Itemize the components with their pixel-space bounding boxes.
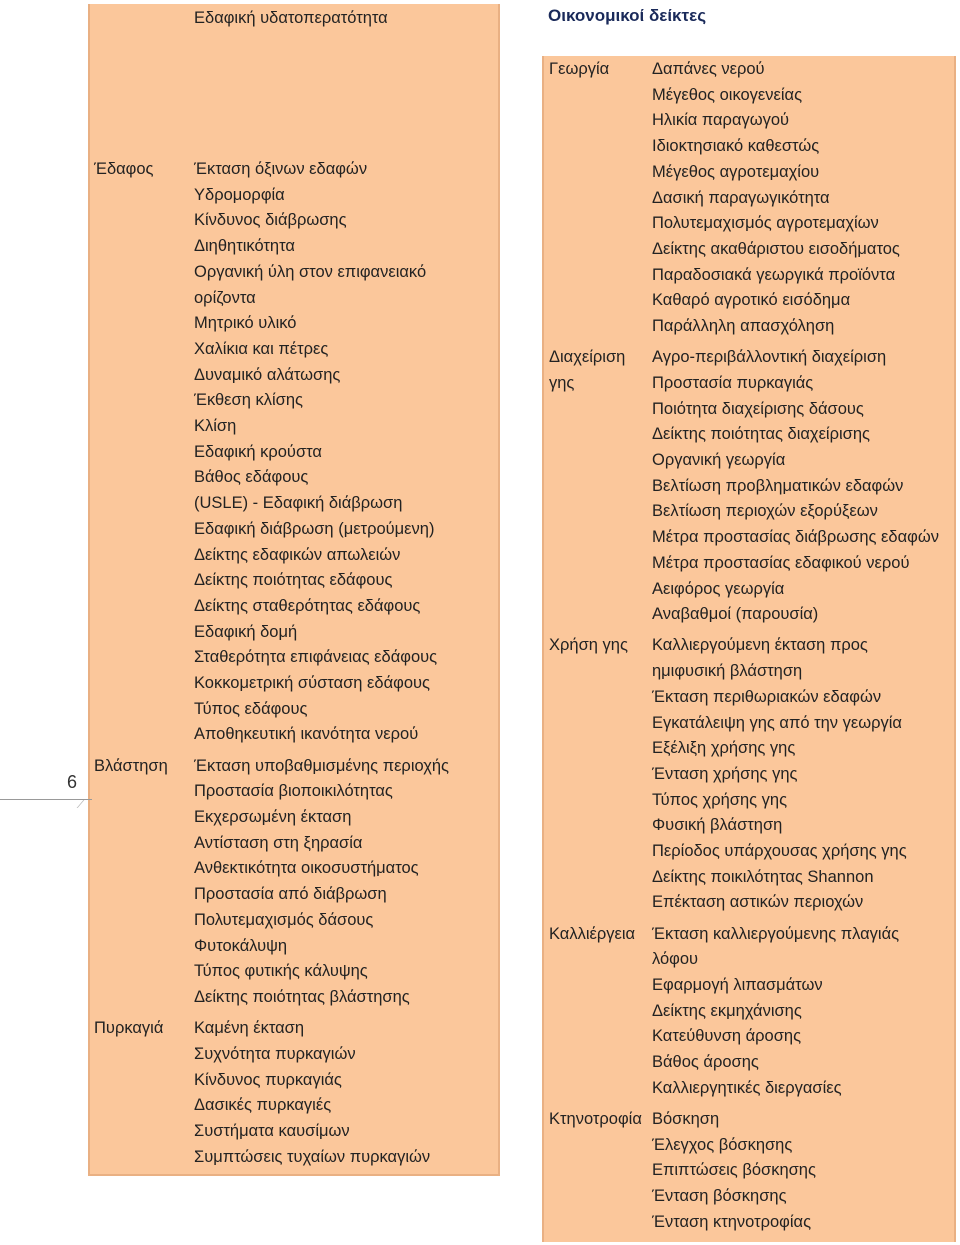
table-item: Εδαφική υδατοπερατότητα <box>194 9 388 27</box>
table-item: λόφου <box>652 950 699 969</box>
table-item: Αντίσταση στη ξηρασία <box>194 833 363 852</box>
table-item: Ένταση χρήσης γης <box>652 764 798 783</box>
category-label: Γεωργία <box>549 60 610 78</box>
table-item: Δείκτης ποιότητας βλάστησης <box>194 987 410 1006</box>
table-item: Βελτίωση προβληματικών εδαφών <box>652 476 904 495</box>
page-number-rule <box>0 799 92 800</box>
table-item: Δείκτης εδαφικών απωλειών <box>194 545 401 564</box>
table-item: Κοκκομετρική σύσταση εδάφους <box>194 674 430 692</box>
table-item: Εξέλιξη χρήσης γης <box>652 739 796 758</box>
table-item: Δείκτης εκμηχάνισης <box>652 1001 802 1020</box>
table-item: Εγκατάλειψη γης από την γεωργία <box>652 713 902 732</box>
table-item: Καλλιεργούμενη έκταση προς <box>652 636 868 655</box>
table-item: Ηλικία παραγωγού <box>652 111 790 130</box>
page-number: 6 <box>67 772 78 792</box>
economic-indicators-table <box>542 56 956 1242</box>
table-item: Κίνδυνος διάβρωσης <box>194 211 347 230</box>
table-item: Αγρο-περιβάλλοντική διαχείριση <box>652 348 887 367</box>
table-item: Κλίση <box>194 417 237 435</box>
table-item: Δείκτης ποιότητας διαχείρισης <box>652 425 870 444</box>
table-item: Αναβαθμοί (παρουσία) <box>652 605 819 624</box>
category-label: Πυρκαγιά <box>94 1019 164 1038</box>
table-item: Δυναμικό αλάτωσης <box>194 365 341 384</box>
economic-indicators-title: Οικονομικοί δείκτες <box>548 6 707 25</box>
table-item: Δείκτης σταθερότητας εδάφους <box>194 596 421 615</box>
table-item: Μέτρα προστασίας εδαφικού νερού <box>652 553 910 572</box>
table-item: Μέγεθος αγροτεμαχίου <box>652 162 820 181</box>
table-item: Πολυτεμαχισμός δάσους <box>194 910 374 929</box>
category-label: Διαχείριση <box>549 348 626 367</box>
table-item: Βελτίωση περιοχών εξορύξεων <box>652 502 878 521</box>
table-item: Εδαφική κρούστα <box>194 442 322 461</box>
table-item: Καθαρό αγροτικό εισόδημα <box>652 291 851 310</box>
table-item: Ένταση κτηνοτροφίας <box>652 1212 812 1231</box>
table-item: Δασικές πυρκαγιές <box>194 1096 332 1115</box>
table-item: ημιφυσική βλάστηση <box>652 662 803 681</box>
table-item: ορίζοντα <box>194 288 256 307</box>
table-item: Παραδοσιακά γεωργικά προϊόντα <box>652 265 896 284</box>
table-item: Φυτοκάλυψη <box>194 936 288 955</box>
table-item: Κατεύθυνση άροσης <box>652 1027 802 1046</box>
table-item: Εδαφική δομή <box>194 622 298 641</box>
table-item: Έκταση υποβαθμισμένης περιοχής <box>194 756 450 775</box>
table-item: Συχνότητα πυρκαγιών <box>194 1044 356 1063</box>
table-item: Τύπος φυτικής κάλυψης <box>194 962 368 981</box>
table-item: Εκχερσωμένη έκταση <box>194 808 352 826</box>
table-item: Συμπτώσεις τυχαίων πυρκαγιών <box>194 1147 431 1166</box>
table-item: Τύπος εδάφους <box>194 699 308 718</box>
table-item: Συστήματα καυσίμων <box>194 1121 350 1140</box>
table-item: Εδαφική διάβρωση (μετρούμενη) <box>194 519 435 538</box>
category-label: Βλάστηση <box>94 756 168 775</box>
table-item: Δείκτης ποικιλότητας Shannon <box>652 867 874 886</box>
table-item: Έλεγχος βόσκησης <box>652 1135 793 1154</box>
table-item: Τύπος χρήσης γης <box>652 790 788 809</box>
category-label: γης <box>549 373 575 392</box>
table-item: Διηθητικότητα <box>194 237 295 256</box>
table-item: Έκταση όξινων εδαφών <box>194 160 368 178</box>
table-item: Υδρομορφία <box>194 185 285 204</box>
table-item: Φυσική βλάστηση <box>652 816 783 835</box>
table-item: Ένταση βόσκησης <box>652 1187 787 1206</box>
table-item: Ιδιοκτησιακό καθεστώς <box>652 137 820 156</box>
table-item: Έκθεση κλίσης <box>194 391 303 410</box>
category-label: Έδαφος <box>94 160 154 178</box>
table-item: Προστασία πυρκαγιάς <box>652 373 814 392</box>
table-item: Κίνδυνος πυρκαγιάς <box>194 1070 342 1089</box>
table-item: Σταθερότητα επιφάνειας εδάφους <box>194 648 438 667</box>
table-item: Εφαρμογή λιπασμάτων <box>652 976 823 994</box>
table-item: Μέτρα προστασίας διάβρωσης εδαφών <box>652 528 939 547</box>
table-item: Βάθος εδάφους <box>194 468 309 487</box>
table-item: Προστασία βιοποικιλότητας <box>194 782 393 801</box>
table-item: Δείκτης ποιότητας εδάφους <box>194 571 393 590</box>
table-item: Οργανική γεωργία <box>652 451 786 469</box>
table-item: Επέκταση αστικών περιοχών <box>652 893 864 912</box>
table-item: Αειφόρος γεωργία <box>652 579 785 598</box>
table-item: Μέγεθος οικογενείας <box>652 85 803 104</box>
table-item: Έκταση περιθωριακών εδαφών <box>652 687 882 706</box>
table-item: Καλλιεργητικές διεργασίες <box>652 1078 842 1097</box>
table-item: Βάθος άροσης <box>652 1053 759 1072</box>
table-item: Δασική παραγωγικότητα <box>652 188 830 207</box>
table-item: Αποθηκευτική ικανότητα νερού <box>194 725 419 744</box>
table-item: Πολυτεμαχισμός αγροτεμαχίων <box>652 214 879 233</box>
table-item: Μητρικό υλικό <box>194 314 297 333</box>
table-item: (USLE) - Εδαφική διάβρωση <box>194 494 403 513</box>
soil-vegetation-fire-table <box>88 4 500 1176</box>
category-label: Κτηνοτροφία <box>549 1110 642 1128</box>
table-item: Επιπτώσεις βόσκησης <box>652 1161 816 1180</box>
table-item: Χαλίκια και πέτρες <box>194 339 329 358</box>
table-item: Βόσκηση <box>652 1110 720 1128</box>
table-item: Περίοδος υπάρχουσας χρήσης γης <box>652 842 907 860</box>
table-item: Οργανική ύλη στον επιφανειακό <box>194 262 427 281</box>
table-item: Παράλληλη απασχόληση <box>652 317 835 335</box>
table-item: Προστασία από διάβρωση <box>194 885 387 904</box>
table-item: Έκταση καλλιεργούμενης πλαγιάς <box>652 924 900 943</box>
table-item: Ανθεκτικότητα οικοσυστήματος <box>194 859 419 878</box>
table-item: Δείκτης ακαθάριστου εισοδήματος <box>652 239 900 258</box>
table-item: Καμένη έκταση <box>194 1019 305 1038</box>
table-item: Δαπάνες νερού <box>652 60 765 78</box>
table-item: Ποιότητα διαχείρισης δάσους <box>652 399 864 418</box>
category-label: Χρήση γης <box>549 636 628 655</box>
category-label: Καλλιέργεια <box>549 924 636 943</box>
